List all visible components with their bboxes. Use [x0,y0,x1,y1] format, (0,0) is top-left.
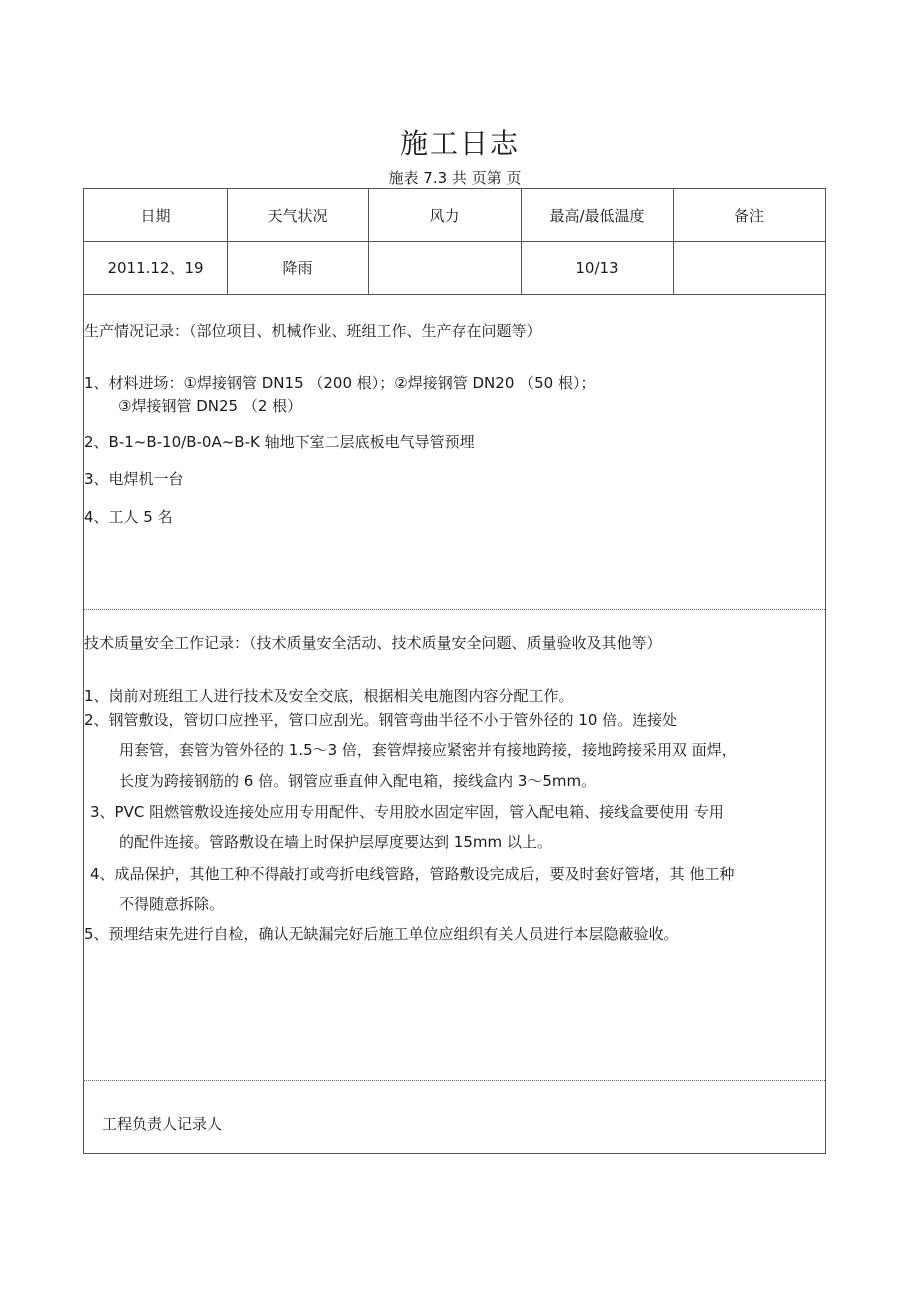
column-header-remarks: 备注 [733,206,764,225]
column-header-weather: 天气状况 [267,206,328,225]
technical-item: 5、预埋结束先进行自检，确认无缺漏完好后施工单位应组织有关人员进行本层隐蔽验收。 [84,925,679,943]
production-item: 3、电焊机一台 [84,470,184,488]
construction-log-sheet [83,188,826,1154]
technical-item: 4、成品保护，其他工种不得敲打或弯折电线管路，管路敷设完成后，要及时套好管堵，其 他工种 [90,865,735,883]
column-header-temperature: 最高/最低温度 [549,206,645,225]
technical-record-heading: 技术质量安全工作记录：（技术质量安全活动、技术质量安全问题、质量验收及其他等） [84,634,662,652]
technical-item: 2、钢管敷设，管切口应挫平，管口应刮光。钢管弯曲半径不小于管外径的 10 倍。连接处 [84,711,678,729]
signature-line: 工程负责人记录人 [102,1115,223,1133]
remarks-value [673,241,825,294]
production-record-heading: 生产情况记录：（部位项目、机械作业、班组工作、生产存在问题等） [84,322,542,340]
temperature-value: 10/13 [575,258,619,277]
production-item: ③焊接钢管 DN25 （2 根） [118,397,303,415]
technical-item: 3、PVC 阻燃管敷设连接处应用专用配件、专用胶水固定牢固，管入配电箱、接线盒要使用 专用 [90,803,724,821]
production-item: 1、材料进场：①焊接钢管 DN15 （200 根）；②焊接钢管 DN20 （50 根）； [84,374,596,392]
table-bottom-divider [84,294,825,295]
date-value: 2011.12、19 [107,259,204,277]
form-number: 施表 7.3 共 页第 页 [388,169,522,187]
column-header-wind: 风力 [429,206,460,225]
weather-value: 降雨 [282,259,313,277]
page-title: 施工日志 [399,127,520,160]
technical-item: 用套管，套管为管外径的 1.5～3 倍，套管焊接应紧密并有接地跨接，接地跨接采用双 面焊， [119,741,737,759]
production-item: 4、工人 5 名 [84,508,173,526]
production-item: 2、B-1~B-10/B-0A~B-K 轴地下室二层底板电气导管预埋 [84,433,475,451]
section-divider [84,609,825,610]
column-header-date: 日期 [140,206,171,225]
technical-item: 长度为跨接钢筋的 6 倍。钢管应垂直伸入配电箱，接线盒内 3～5mm。 [119,772,597,790]
footer-divider [84,1080,825,1081]
wind-value [368,241,521,294]
technical-item: 1、岗前对班组工人进行技术及安全交底，根据相关电施图内容分配工作。 [84,687,574,705]
technical-item: 不得随意拆除。 [119,895,225,913]
technical-item: 的配件连接。管路敷设在墙上时保护层厚度要达到 15mm 以上。 [119,833,552,851]
